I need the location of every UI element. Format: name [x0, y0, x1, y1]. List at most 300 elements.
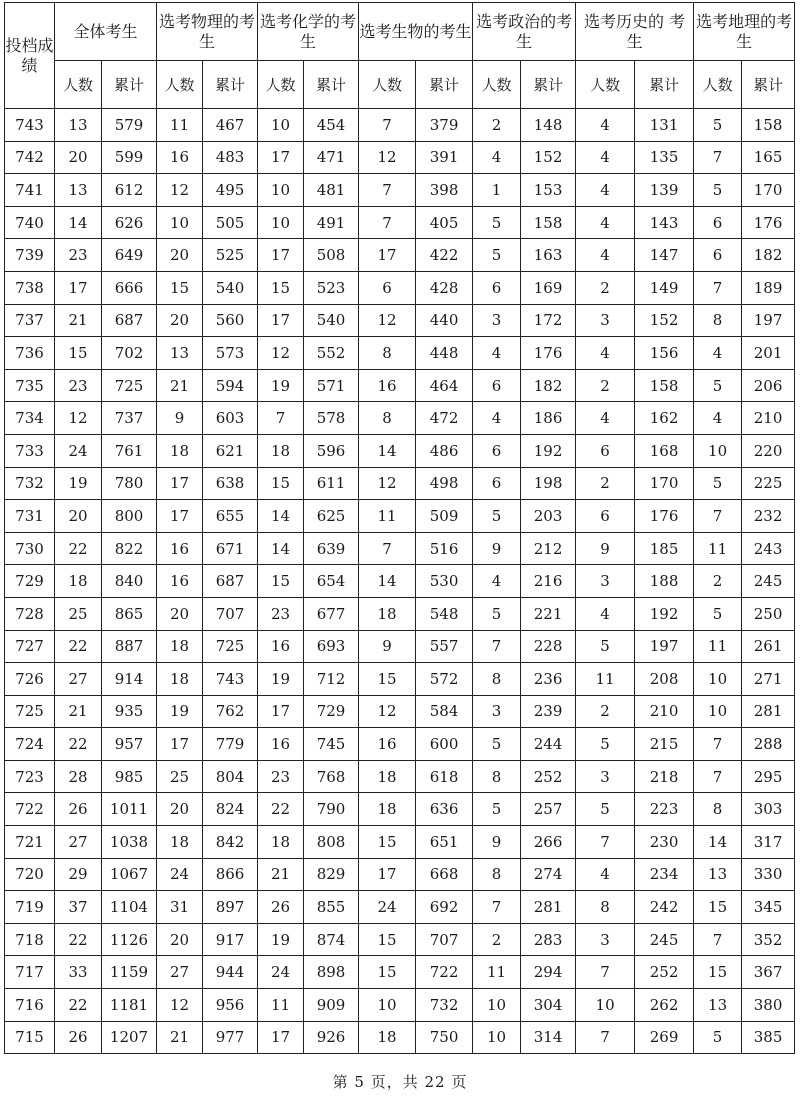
- count-cell: 15: [694, 956, 742, 989]
- count-cell: 9: [473, 532, 521, 565]
- cumulative-cell: 428: [416, 271, 473, 304]
- cumulative-cell: 158: [521, 206, 576, 239]
- count-cell: 6: [576, 500, 635, 533]
- count-cell: 13: [55, 109, 102, 142]
- cumulative-cell: 596: [304, 434, 359, 467]
- count-cell: 19: [258, 663, 304, 696]
- count-subheader: 人数: [694, 61, 742, 109]
- score-cell: 732: [5, 467, 55, 500]
- count-cell: 17: [157, 728, 203, 761]
- cumulative-cell: 464: [416, 369, 473, 402]
- cumulative-cell: 824: [203, 793, 258, 826]
- cumulative-cell: 790: [304, 793, 359, 826]
- cumulative-cell: 220: [742, 434, 795, 467]
- cumulative-cell: 498: [416, 467, 473, 500]
- count-cell: 5: [694, 467, 742, 500]
- category-header: 选考生物的考生: [359, 3, 473, 61]
- count-cell: 5: [473, 239, 521, 272]
- count-cell: 18: [157, 434, 203, 467]
- cumulative-cell: 687: [203, 565, 258, 598]
- cumulative-cell: 471: [304, 141, 359, 174]
- cumulative-cell: 232: [742, 500, 795, 533]
- cumulative-cell: 693: [304, 630, 359, 663]
- count-cell: 23: [258, 760, 304, 793]
- count-cell: 13: [694, 858, 742, 891]
- cumulative-cell: 840: [102, 565, 157, 598]
- cumulative-cell: 266: [521, 826, 576, 859]
- cumulative-cell: 330: [742, 858, 795, 891]
- count-cell: 17: [157, 500, 203, 533]
- count-cell: 20: [157, 923, 203, 956]
- count-subheader: 人数: [157, 61, 203, 109]
- cumulative-cell: 865: [102, 597, 157, 630]
- cumulative-cell: 170: [742, 174, 795, 207]
- count-cell: 16: [258, 630, 304, 663]
- cumulative-cell: 379: [416, 109, 473, 142]
- cumulative-cell: 762: [203, 695, 258, 728]
- count-cell: 4: [576, 337, 635, 370]
- count-cell: 6: [694, 239, 742, 272]
- table-row: [5, 858, 795, 891]
- cumulative-cell: 611: [304, 467, 359, 500]
- score-cell: 718: [5, 923, 55, 956]
- count-cell: 7: [694, 271, 742, 304]
- table-row: [5, 271, 795, 304]
- cumulative-cell: 1207: [102, 1021, 157, 1054]
- cumulative-cell: 745: [304, 728, 359, 761]
- cumulative-cell: 147: [635, 239, 694, 272]
- score-cell: 730: [5, 532, 55, 565]
- count-cell: 4: [576, 206, 635, 239]
- score-cell: 739: [5, 239, 55, 272]
- count-cell: 16: [157, 141, 203, 174]
- cumulative-cell: 1104: [102, 891, 157, 924]
- count-cell: 2: [576, 271, 635, 304]
- table-row: [5, 565, 795, 598]
- count-cell: 7: [258, 402, 304, 435]
- cumulative-cell: 245: [635, 923, 694, 956]
- count-cell: 10: [258, 109, 304, 142]
- cumulative-cell: 560: [203, 304, 258, 337]
- table-header: [5, 3, 795, 109]
- cumulative-cell: 1181: [102, 989, 157, 1022]
- cumulative-cell: 530: [416, 565, 473, 598]
- cumulative-cell: 804: [203, 760, 258, 793]
- count-cell: 7: [473, 630, 521, 663]
- count-cell: 10: [157, 206, 203, 239]
- cumulative-cell: 216: [521, 565, 576, 598]
- table-row: [5, 337, 795, 370]
- count-cell: 12: [55, 402, 102, 435]
- count-cell: 10: [694, 663, 742, 696]
- cumulative-cell: 192: [521, 434, 576, 467]
- count-cell: 14: [55, 206, 102, 239]
- count-cell: 7: [473, 891, 521, 924]
- count-cell: 7: [576, 1021, 635, 1054]
- count-cell: 4: [576, 141, 635, 174]
- count-cell: 11: [694, 630, 742, 663]
- count-cell: 11: [157, 109, 203, 142]
- count-cell: 6: [473, 271, 521, 304]
- cumulative-cell: 352: [742, 923, 795, 956]
- cumulative-cell: 422: [416, 239, 473, 272]
- count-cell: 8: [473, 663, 521, 696]
- count-cell: 12: [157, 989, 203, 1022]
- cumulative-cell: 135: [635, 141, 694, 174]
- count-cell: 2: [473, 923, 521, 956]
- count-cell: 37: [55, 891, 102, 924]
- table-row: [5, 206, 795, 239]
- count-cell: 10: [694, 434, 742, 467]
- count-cell: 13: [157, 337, 203, 370]
- count-cell: 7: [359, 109, 416, 142]
- count-cell: 13: [55, 174, 102, 207]
- score-cell: 740: [5, 206, 55, 239]
- cumulative-cell: 914: [102, 663, 157, 696]
- table-row: [5, 239, 795, 272]
- count-cell: 10: [258, 174, 304, 207]
- cumulative-cell: 165: [742, 141, 795, 174]
- cumulative-cell: 926: [304, 1021, 359, 1054]
- cumulative-cell: 225: [742, 467, 795, 500]
- cumulative-cell: 707: [416, 923, 473, 956]
- cumulative-cell: 303: [742, 793, 795, 826]
- cumulative-cell: 1126: [102, 923, 157, 956]
- count-cell: 5: [473, 206, 521, 239]
- cumulative-cell: 671: [203, 532, 258, 565]
- count-cell: 22: [55, 630, 102, 663]
- cumulative-cell: 168: [635, 434, 694, 467]
- cumulative-cell: 523: [304, 271, 359, 304]
- count-cell: 15: [359, 923, 416, 956]
- count-cell: 17: [258, 695, 304, 728]
- cumulative-cell: 281: [521, 891, 576, 924]
- cumulative-cell: 655: [203, 500, 258, 533]
- cumulative-cell: 288: [742, 728, 795, 761]
- cumulative-cell: 525: [203, 239, 258, 272]
- cumulative-cell: 548: [416, 597, 473, 630]
- count-cell: 11: [694, 532, 742, 565]
- cumulative-cell: 257: [521, 793, 576, 826]
- cumulative-cell: 692: [416, 891, 473, 924]
- count-cell: 4: [694, 402, 742, 435]
- count-cell: 4: [576, 402, 635, 435]
- count-cell: 17: [359, 239, 416, 272]
- cumulative-cell: 761: [102, 434, 157, 467]
- table-row: [5, 793, 795, 826]
- cumulative-cell: 156: [635, 337, 694, 370]
- count-cell: 15: [258, 467, 304, 500]
- count-cell: 8: [694, 793, 742, 826]
- score-cell: 733: [5, 434, 55, 467]
- count-cell: 20: [55, 500, 102, 533]
- cumulative-cell: 732: [416, 989, 473, 1022]
- cumulative-cell: 800: [102, 500, 157, 533]
- count-cell: 4: [576, 239, 635, 272]
- table-body: [5, 109, 795, 1054]
- count-cell: 3: [473, 695, 521, 728]
- cumulative-cell: 495: [203, 174, 258, 207]
- cumulative-cell: 367: [742, 956, 795, 989]
- count-cell: 18: [359, 1021, 416, 1054]
- count-cell: 18: [55, 565, 102, 598]
- cumulative-cell: 618: [416, 760, 473, 793]
- cumulative-cell: 651: [416, 826, 473, 859]
- table-row: [5, 304, 795, 337]
- cumulative-cell: 182: [742, 239, 795, 272]
- count-cell: 4: [576, 109, 635, 142]
- cumulative-cell: 897: [203, 891, 258, 924]
- cumulative-cell: 579: [102, 109, 157, 142]
- cumulative-cell: 985: [102, 760, 157, 793]
- count-cell: 20: [157, 304, 203, 337]
- count-cell: 26: [55, 793, 102, 826]
- count-cell: 20: [55, 141, 102, 174]
- cumulative-cell: 750: [416, 1021, 473, 1054]
- count-cell: 18: [359, 597, 416, 630]
- count-cell: 23: [55, 369, 102, 402]
- table-row: [5, 174, 795, 207]
- cumulative-cell: 345: [742, 891, 795, 924]
- count-cell: 8: [576, 891, 635, 924]
- cumulative-cell: 206: [742, 369, 795, 402]
- cumulative-cell: 638: [203, 467, 258, 500]
- cumulative-cell: 508: [304, 239, 359, 272]
- cumulative-cell: 391: [416, 141, 473, 174]
- count-cell: 16: [258, 728, 304, 761]
- count-cell: 10: [258, 206, 304, 239]
- count-cell: 8: [473, 858, 521, 891]
- cumulative-cell: 170: [635, 467, 694, 500]
- count-cell: 11: [359, 500, 416, 533]
- count-cell: 22: [258, 793, 304, 826]
- count-cell: 14: [359, 565, 416, 598]
- count-cell: 5: [694, 109, 742, 142]
- count-cell: 5: [473, 597, 521, 630]
- category-header: 全体考生: [55, 3, 157, 61]
- cumulative-cell: 131: [635, 109, 694, 142]
- count-cell: 10: [473, 1021, 521, 1054]
- cumulative-cell: 483: [203, 141, 258, 174]
- table-row: [5, 109, 795, 142]
- count-cell: 18: [157, 663, 203, 696]
- cumulative-cell: 448: [416, 337, 473, 370]
- cumulative-cell: 230: [635, 826, 694, 859]
- count-cell: 11: [258, 989, 304, 1022]
- cumulative-cell: 281: [742, 695, 795, 728]
- count-cell: 5: [694, 174, 742, 207]
- score-cell: 721: [5, 826, 55, 859]
- cumulative-subheader: 累计: [742, 61, 795, 109]
- cumulative-cell: 454: [304, 109, 359, 142]
- score-cell: 725: [5, 695, 55, 728]
- cumulative-cell: 189: [742, 271, 795, 304]
- cumulative-cell: 185: [635, 532, 694, 565]
- cumulative-cell: 143: [635, 206, 694, 239]
- cumulative-cell: 603: [203, 402, 258, 435]
- cumulative-cell: 572: [416, 663, 473, 696]
- cumulative-cell: 909: [304, 989, 359, 1022]
- count-cell: 16: [359, 728, 416, 761]
- score-cell: 728: [5, 597, 55, 630]
- cumulative-cell: 467: [203, 109, 258, 142]
- table-row: [5, 402, 795, 435]
- cumulative-cell: 829: [304, 858, 359, 891]
- cumulative-subheader: 累计: [416, 61, 473, 109]
- cumulative-cell: 707: [203, 597, 258, 630]
- count-cell: 15: [258, 565, 304, 598]
- count-cell: 12: [258, 337, 304, 370]
- cumulative-cell: 176: [635, 500, 694, 533]
- cumulative-cell: 956: [203, 989, 258, 1022]
- count-cell: 17: [55, 271, 102, 304]
- score-cell: 722: [5, 793, 55, 826]
- count-cell: 17: [157, 467, 203, 500]
- cumulative-cell: 1159: [102, 956, 157, 989]
- cumulative-cell: 584: [416, 695, 473, 728]
- count-cell: 14: [359, 434, 416, 467]
- count-subheader: 人数: [576, 61, 635, 109]
- count-cell: 15: [258, 271, 304, 304]
- table-row: [5, 532, 795, 565]
- cumulative-cell: 472: [416, 402, 473, 435]
- table-row: [5, 663, 795, 696]
- cumulative-cell: 725: [203, 630, 258, 663]
- cumulative-cell: 654: [304, 565, 359, 598]
- category-header: 选考政治的考生: [473, 3, 576, 61]
- count-cell: 4: [473, 402, 521, 435]
- count-cell: 7: [694, 141, 742, 174]
- cumulative-cell: 621: [203, 434, 258, 467]
- count-cell: 5: [694, 369, 742, 402]
- cumulative-cell: 252: [521, 760, 576, 793]
- cumulative-cell: 295: [742, 760, 795, 793]
- cumulative-cell: 649: [102, 239, 157, 272]
- count-cell: 14: [258, 500, 304, 533]
- count-cell: 8: [359, 402, 416, 435]
- score-cell: 727: [5, 630, 55, 663]
- count-cell: 7: [694, 760, 742, 793]
- cumulative-cell: 242: [635, 891, 694, 924]
- cumulative-cell: 573: [203, 337, 258, 370]
- cumulative-cell: 182: [521, 369, 576, 402]
- count-cell: 9: [576, 532, 635, 565]
- count-cell: 6: [694, 206, 742, 239]
- count-cell: 7: [694, 728, 742, 761]
- count-cell: 18: [157, 826, 203, 859]
- count-cell: 12: [359, 695, 416, 728]
- cumulative-cell: 208: [635, 663, 694, 696]
- count-cell: 4: [576, 174, 635, 207]
- table-row: [5, 956, 795, 989]
- cumulative-cell: 639: [304, 532, 359, 565]
- cumulative-cell: 571: [304, 369, 359, 402]
- cumulative-cell: 192: [635, 597, 694, 630]
- score-cell: 737: [5, 304, 55, 337]
- table-row: [5, 989, 795, 1022]
- count-cell: 2: [694, 565, 742, 598]
- cumulative-cell: 218: [635, 760, 694, 793]
- count-cell: 16: [157, 532, 203, 565]
- cumulative-cell: 243: [742, 532, 795, 565]
- score-cell: 736: [5, 337, 55, 370]
- count-cell: 7: [359, 532, 416, 565]
- cumulative-cell: 866: [203, 858, 258, 891]
- count-cell: 23: [258, 597, 304, 630]
- cumulative-cell: 252: [635, 956, 694, 989]
- score-cell: 716: [5, 989, 55, 1022]
- count-cell: 5: [694, 1021, 742, 1054]
- table-row: [5, 630, 795, 663]
- cumulative-cell: 552: [304, 337, 359, 370]
- count-cell: 15: [694, 891, 742, 924]
- cumulative-cell: 223: [635, 793, 694, 826]
- count-cell: 17: [258, 1021, 304, 1054]
- count-cell: 11: [576, 663, 635, 696]
- cumulative-cell: 304: [521, 989, 576, 1022]
- cumulative-cell: 245: [742, 565, 795, 598]
- score-cell: 743: [5, 109, 55, 142]
- count-cell: 12: [359, 467, 416, 500]
- cumulative-cell: 274: [521, 858, 576, 891]
- cumulative-cell: 153: [521, 174, 576, 207]
- category-header: 选考历史的 考生: [576, 3, 694, 61]
- cumulative-cell: 221: [521, 597, 576, 630]
- count-cell: 7: [359, 206, 416, 239]
- cumulative-cell: 210: [742, 402, 795, 435]
- count-cell: 5: [473, 500, 521, 533]
- cumulative-cell: 244: [521, 728, 576, 761]
- cumulative-cell: 440: [416, 304, 473, 337]
- cumulative-cell: 158: [635, 369, 694, 402]
- cumulative-cell: 385: [742, 1021, 795, 1054]
- cumulative-cell: 201: [742, 337, 795, 370]
- count-cell: 18: [359, 760, 416, 793]
- cumulative-cell: 505: [203, 206, 258, 239]
- cumulative-cell: 944: [203, 956, 258, 989]
- cumulative-cell: 294: [521, 956, 576, 989]
- cumulative-cell: 625: [304, 500, 359, 533]
- cumulative-cell: 779: [203, 728, 258, 761]
- cumulative-subheader: 累计: [304, 61, 359, 109]
- cumulative-cell: 148: [521, 109, 576, 142]
- count-cell: 29: [55, 858, 102, 891]
- cumulative-cell: 626: [102, 206, 157, 239]
- count-cell: 5: [473, 793, 521, 826]
- score-cell: 715: [5, 1021, 55, 1054]
- count-cell: 19: [55, 467, 102, 500]
- count-cell: 7: [694, 500, 742, 533]
- count-cell: 24: [55, 434, 102, 467]
- cumulative-cell: 935: [102, 695, 157, 728]
- table-row: [5, 728, 795, 761]
- score-cell: 717: [5, 956, 55, 989]
- count-cell: 22: [55, 989, 102, 1022]
- count-cell: 26: [258, 891, 304, 924]
- table-row: [5, 1021, 795, 1054]
- score-cell: 720: [5, 858, 55, 891]
- cumulative-cell: 725: [102, 369, 157, 402]
- count-cell: 9: [473, 826, 521, 859]
- cumulative-cell: 509: [416, 500, 473, 533]
- count-cell: 8: [694, 304, 742, 337]
- score-cell: 726: [5, 663, 55, 696]
- cumulative-cell: 516: [416, 532, 473, 565]
- count-cell: 6: [473, 467, 521, 500]
- cumulative-cell: 481: [304, 174, 359, 207]
- count-cell: 14: [258, 532, 304, 565]
- count-cell: 3: [473, 304, 521, 337]
